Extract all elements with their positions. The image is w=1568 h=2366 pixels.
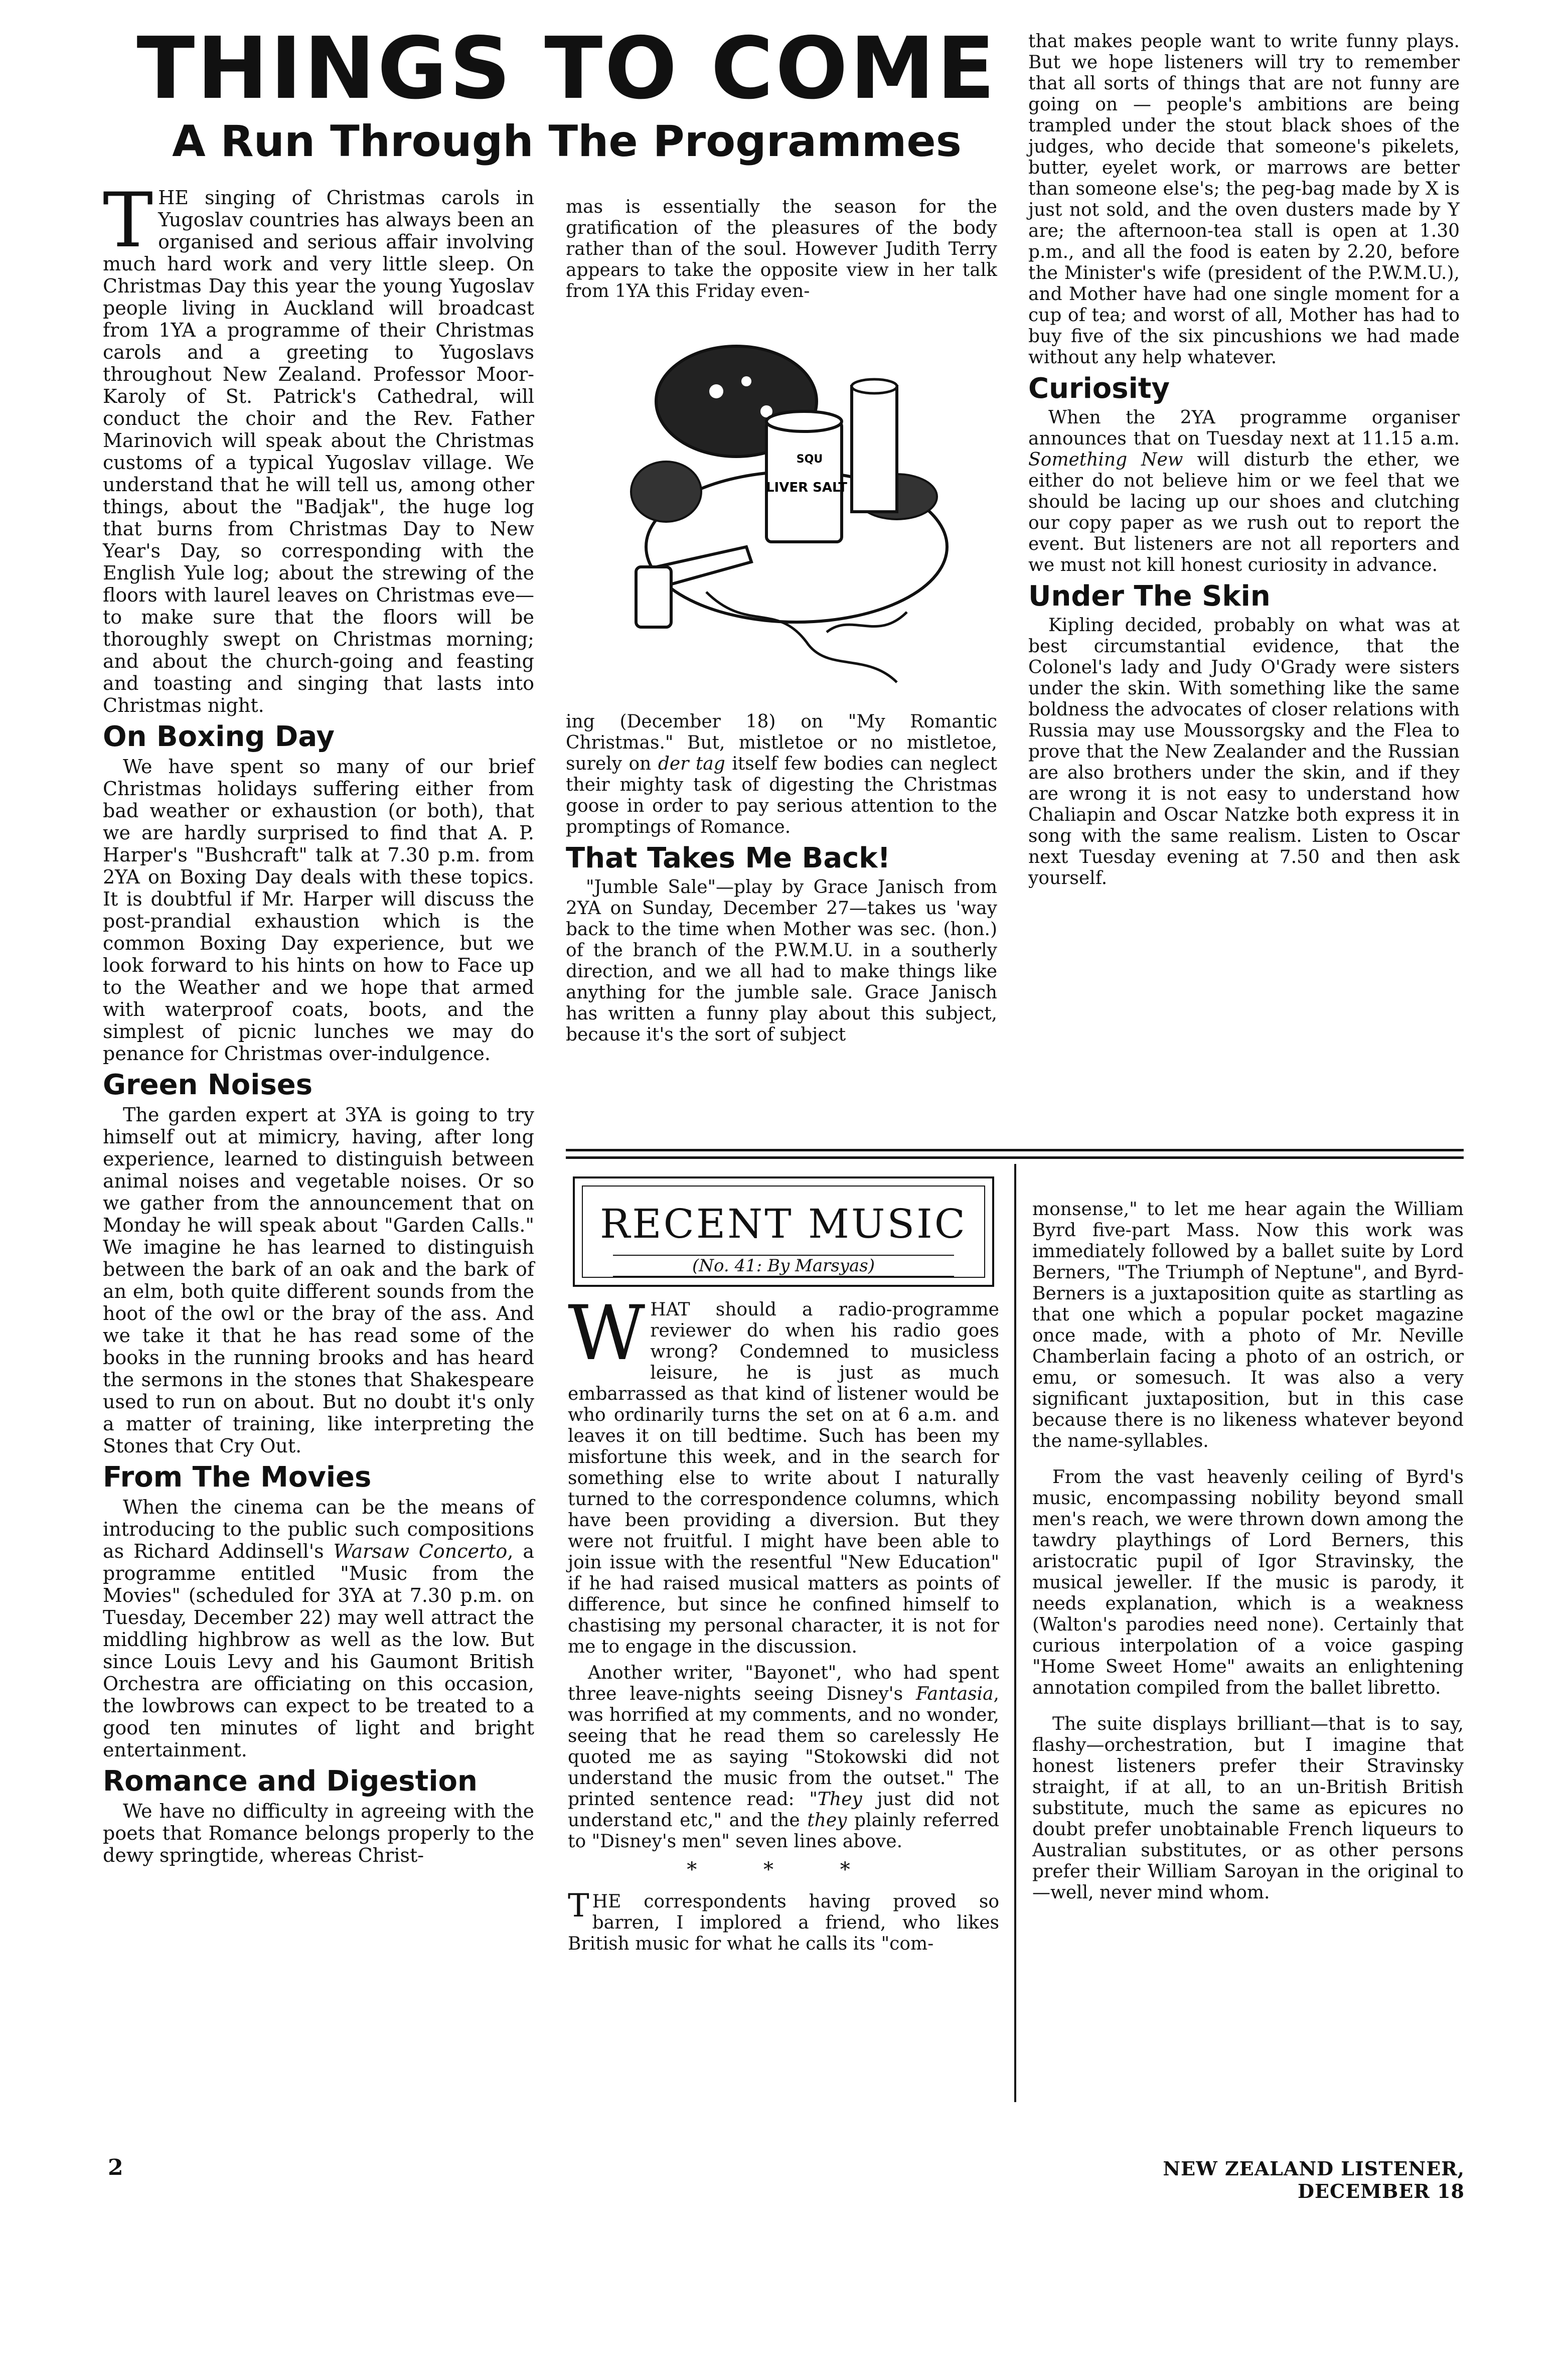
drop-cap: T <box>103 177 153 264</box>
suite-paragraph: The suite displays brilliant—that is to say, flashy—orchestration, but I imagine that honest listeners prefer their Stravinsky straight, if at all, to an un-British British substitute, much the same as epicures no doubt prefer unobtainable French liqueurs to Australian substitutes, or as other persons prefer their William Saroyan in the original to—well, never mind whom. <box>1032 1714 1464 1903</box>
column-3 <box>1028 31 1460 894</box>
heavenly-ceiling-paragraph: From the vast heavenly ceiling of Byrd's music, encompassing nobility beyond small men's reach, we were thrown down among the tawdry playthings of Lord Berners, this aristocratic pupil of Igor Stravinsky, the musical jeweller. If the music is parody, it needs explanation, which is a weakness (Walton's parodies need none). Certainly that curious interpolation of a voice gasping "Home Sweet Home" awaits an enlightening annotation compiled from the ballet libretto. <box>1032 1467 1464 1698</box>
heading-romance-digestion: Romance and Digestion <box>103 1765 478 1798</box>
boxing-day-paragraph: We have spent so many of our brief Christmas holidays suffering either from bad weather or exhaustion (or both), that we are hardly surprised to find that A. P. Harper's "Bushcraft" talk at 7.30 p.m. from 2YA on Boxing Day deals with these topics. It is doubtful if Mr. Harper will discuss the post-prandial exhaustion which is the common Boxing Day experience, but we look forward to his hints on how to Face up to the Weather and we hope that armed with waterproof coats, boots, and the simplest of picnic lunches we may do penance for Christmas over-indulgence. <box>103 756 534 1065</box>
page-number: 2 <box>108 2155 123 2180</box>
heading-takes-me-back: That Takes Me Back! <box>566 842 891 874</box>
masthead-footer: NEW ZEALAND LISTENER, DECEMBER 18 <box>1163 2157 1465 2202</box>
movies-paragraph: When the cinema can be the means of introducing to the public such compositions as Richard Addinsell's Warsaw Concerto, a programme entitled "Music from the Movies" (scheduled for 3YA at 7.30 p.m. on Tuesday, December 22) may well attract the middling highbrow as well as the low. But since Louis Levy and his Gaumont British Orchestra are officiating on this occasion, the lowbrows can expect to be treated to a good ten minutes of light and bright entertainment. <box>103 1496 534 1761</box>
correspondents-paragraph: THE correspondents having proved so barren, I implored a friend, who likes British music for what he calls its "com- <box>568 1887 999 1954</box>
romance-paragraph: We have no difficulty in agreeing with the poets that Romance belongs properly to the dewy springtide, whereas Christ- <box>103 1800 534 1866</box>
recent-music-byline: (No. 41: By Marsyas) <box>613 1255 954 1277</box>
column-divider <box>1014 1164 1016 2102</box>
heading-green-noises: Green Noises <box>103 1069 313 1101</box>
heading-curiosity: Curiosity <box>1028 372 1170 405</box>
bayonet-paragraph: Another writer, "Bayonet", who had spent three leave-nights seeing Disney's Fantasia, was horrified at my comments, and no wonder, seeing that he read them so carelessly He quoted me as saying "Stokowski did not understand the music from the outset." The printed sentence read: "They just did not understand etc," and the they plainly referred to "Disney's men" seven lines above. <box>568 1663 999 1852</box>
tin-label: LIVER SALT <box>765 480 848 495</box>
section-divider <box>566 1149 1464 1151</box>
tin-label-top: SQU <box>796 453 823 466</box>
byrd-paragraph: monsense," to let me hear again the William Byrd five-part Mass. Now this work was immediately followed by a ballet suite by Lord Berners, "The Triumph of Neptune", and Byrd-Berners is a juxtaposition quite as startling as that one which a popular pocket magazine once made, with a photo of Mr. Neville Chamberlain facing a photo of an ostrich, or emu, or somesuch. It was also a very significant juxtaposition, but in this case because there is no likeness whatever beyond the name-syllables. <box>1032 1199 1464 1451</box>
page-subtitle: A Run Through The Programmes <box>172 116 962 167</box>
heading-boxing-day: On Boxing Day <box>103 720 335 753</box>
under-skin-paragraph: Kipling decided, probably on what was at best circumstantial evidence, that the Colonel's lady and Judy O'Grady were sisters under the skin. With something like the same boldness the advocates of closer relations with Russia may use Moussorgsky and the Flea to prove that the New Zealander and the Russian are also brothers under the skin, and if they are wrong it is not easy to understand how Chaliapin and Oscar Natzke both express it in song with the same realism. Listen to Oscar next Tuesday evening at 7.50 and then ask yourself. <box>1028 615 1460 889</box>
christmas-illustration <box>616 331 967 712</box>
heading-from-the-movies: From The Movies <box>103 1461 372 1494</box>
recent-music-title: RECENT MUSIC <box>600 1201 967 1247</box>
music-intro-paragraph: WHAT should a radio-programme reviewer do when his radio goes wrong? Condemned to musicless leisure, he is just as much embarrassed as that kind of listener would be who ordinarily turns the set on at 6 a.m. and leaves it on till bedtime. Such has been my misfortune this week, and in the search for something else to write about I naturally turned to the correspondence columns, which have been providing a diversion. But they were not fruitful. I might have been able to join issue with the resentful "New Education" if he had raised musical matters as points of difference, but since he confined himself to chastising my personal character, it is not for me to engage in the discussion. <box>568 1290 999 1657</box>
column-2-lower <box>566 711 997 1051</box>
intro-paragraph: THE singing of Christmas carols in Yugoslav countries has always been an organised and serious affair involving much hard work and very little sleep. On Christmas Day this year the young Yugoslav people living in Auckland will broadcast from 1YA a programme of their Christmas carols and a greeting to Yugoslavs throughout New Zealand. Professor Moor-Karoly of St. Patrick's Cathedral, will conduct the choir and the Rev. Father Marinovich will speak about the Christmas customs of a typical Yugoslav village. We understand that he will tell us, among other things, about the "Badjak", the huge log that burns from Christmas Day to New Year's Day, so corresponding with the English Yule log; about the strewing of the floors with laurel leaves on Christmas eve—to make sure that the floors will be thoroughly swept on Christmas morning; and about the church-going and feasting and toasting and singing that lasts into Christmas night. <box>103 177 534 716</box>
column-1 <box>103 177 534 1871</box>
section-divider-2 <box>566 1156 1464 1159</box>
recent-music-box <box>573 1176 994 1287</box>
page-title: THINGS TO COME <box>136 19 997 118</box>
music-column-left <box>568 1290 999 1960</box>
romantic-christmas-paragraph: ing (December 18) on "My Romantic Christmas." But, mistletoe or no mistletoe, surely on der tag itself few bodies can neglect their mighty task of digesting the Christmas goose in order to pay serious attention to the promptings of Romance. <box>566 711 997 837</box>
green-noises-paragraph: The garden expert at 3YA is going to try himself out at mimicry, having, after long experience, learned to distinguish between animal noises and vegetable noises. Or so we gather from the announcement that on Monday he will speak about "Garden Calls." We imagine he has learned to distinguish between the bark of an oak and the bark of an elm, both quite different sounds from the hoot of the owl or the bray of the ass. And we take it that he has read some of the books in the running brooks and has heard the sermons in the stones that Shakespeare used to run on about. But no doubt it's only a matter of training, like interpreting the Stones that Cry Out. <box>103 1104 534 1457</box>
curiosity-paragraph: When the 2YA programme organiser announces that on Tuesday next at 11.15 a.m. Something New will disturb the ether, we either do not believe him or we feel that we should be lacing up our shoes and clutching our copy paper as we rush out to report the event. But listeners are not all reporters and we must not kill honest curiosity in advance. <box>1028 407 1460 575</box>
section-asterisks: * * * <box>687 1858 880 1881</box>
heading-under-the-skin: Under The Skin <box>1028 580 1271 613</box>
christmas-paragraph: mas is essentially the season for the gratification of the pleasures of the body rather than of the soul. However Judith Terry appears to take the opposite view in her talk from 1YA this Friday even- <box>566 197 997 302</box>
music-drop-cap: W <box>568 1290 646 1377</box>
jumble-sale-paragraph: "Jumble Sale"—play by Grace Janisch from 2YA on Sunday, December 27—takes us 'way back to the time when Mother was sec. (hon.) of the branch of the P.W.M.U. in a southerly direction, and we all had to make things like anything for the jumble sale. Grace Janisch has written a funny play about this subject, because it's the sort of subject <box>566 877 997 1045</box>
column-2 <box>566 197 997 307</box>
music-column-right <box>1032 1199 1464 1908</box>
funny-plays-paragraph: that makes people want to write funny plays. But we hope listeners will try to remember that all sorts of things that are not funny are going on — people's ambitions are being trampled under the stout black shoes of the judges, who decide that someone's pikelets, butter, eyelet work, or marrows are better than someone else's; the peg-bag made by X is just not sold, and the oven dusters made by Y are; the afternoon-tea stall is open at 1.30 p.m., and all the food is eaten by 2.20, before the Minister's wife (president of the P.W.M.U.), and Mother have had one single moment for a cup of tea; and worst of all, Mother has had to buy five of the six pincushions we had made without any help whatever. <box>1028 31 1460 368</box>
